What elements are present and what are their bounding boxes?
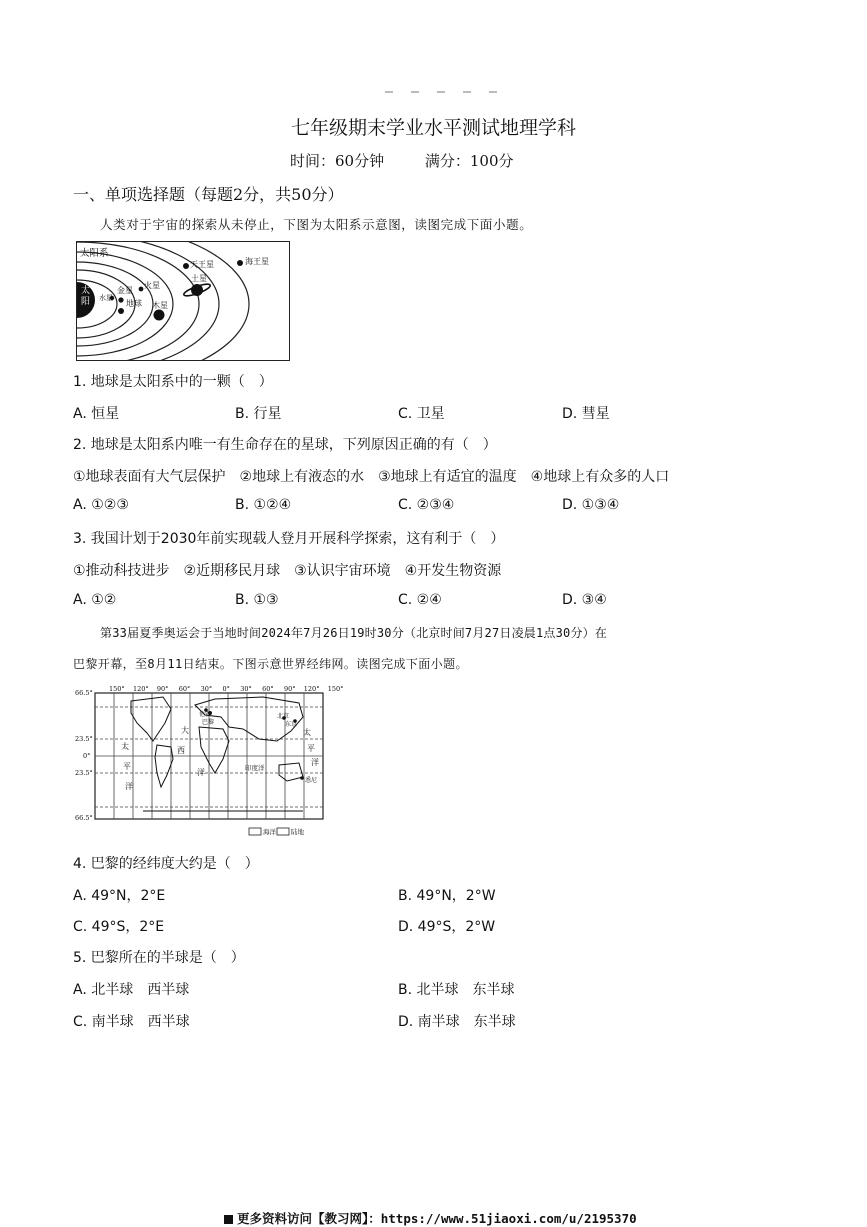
q4-option-d: D. 49°S，2°W (398, 919, 496, 935)
intro-paragraph-2-line-1: 第33届夏季奥运会于当地时间2024年7月26日19时30分（北京时间7月27日凌晨1点30分）在 (100, 626, 608, 640)
lat-label-66n: 66.5° (75, 689, 93, 697)
ocean-label: 洋 (125, 782, 133, 791)
ocean-label: 印度洋 (245, 764, 265, 772)
place-label-beijing: 北京 (277, 713, 290, 720)
ocean-label: 太 (303, 728, 311, 737)
footer-text: 更多资料访问【教习网】：https://www.51jiaoxi.com/u/2195370 (237, 1211, 637, 1226)
place-label-tokyo: 东京 (285, 721, 298, 728)
q3-option-d: D. ③④ (562, 592, 607, 608)
planet-label-uranus: 天王星 (190, 260, 214, 269)
q4-option-a: A. 49°N，2°E (73, 888, 166, 904)
planet-label-earth: 地球 (126, 299, 142, 308)
q2-option-a: A. ①②③ (73, 497, 129, 513)
ocean-label: 平 (123, 762, 131, 771)
question-5: 5. 巴黎所在的半球是（ ） (73, 950, 245, 966)
place-label-paris: 巴黎 (202, 719, 215, 726)
intro-paragraph-2-line-2: 巴黎开幕，至8月11日结束。下图示意世界经纬网。读图完成下面小题。 (73, 657, 468, 671)
faint-header-marks (385, 81, 535, 87)
exam-score: 满分：100分 (424, 152, 514, 170)
world-graticule-figure (73, 683, 344, 840)
section-heading: 一、单项选择题（每题2分，共50分） (73, 185, 344, 204)
q5-option-d: D. 南半球 东半球 (398, 1014, 516, 1030)
q3-statements: ①推动科技进步 ②近期移民月球 ③认识宇宙环境 ④开发生物资源 (73, 563, 502, 579)
place-label-london: 伦敦 (199, 711, 212, 718)
legend-ocean: 海洋 (263, 828, 276, 836)
page-title: 七年级期末学业水平测试地理学科 (290, 117, 576, 139)
question-3: 3. 我国计划于2030年前实现载人登月开展科学探索，这有利于（ ） (73, 531, 505, 547)
q1-option-c: C. 卫星 (398, 406, 445, 422)
ocean-label: 太 (121, 742, 129, 751)
exam-meta (290, 150, 550, 171)
planet-label-jupiter: 木星 (152, 301, 168, 310)
q3-option-b: B. ①③ (235, 592, 279, 608)
ocean-label: 洋 (197, 768, 205, 777)
q3-option-a: A. ①② (73, 592, 117, 608)
question-1: 1. 地球是太阳系中的一颗（ ） (73, 374, 273, 390)
q1-option-a: A. 恒星 (73, 406, 120, 422)
lat-label-23n: 23.5° (75, 735, 93, 743)
q3-option-c: C. ②④ (398, 592, 442, 608)
solar-system-figure (76, 241, 290, 361)
q2-option-d: D. ①③④ (562, 497, 620, 513)
flag-icon (224, 1215, 233, 1224)
intro-paragraph-1: 人类对于宇宙的探索从未停止，下图为太阳系示意图，读图完成下面小题。 (100, 217, 533, 232)
planet-label-venus: 金星 (117, 286, 133, 295)
planet-label-mercury: 水星 (99, 294, 113, 302)
q4-option-b: B. 49°N，2°W (398, 888, 496, 904)
map-top-labels: 150° 120° 90° 60° 30° 0° 30° 60° 90° 120° 150° (109, 685, 344, 693)
solar-box-label: 太阳系 (80, 248, 109, 259)
ocean-label: 大 (181, 726, 189, 735)
q2-option-c: C. ②③④ (398, 497, 455, 513)
ocean-label: 洋 (311, 758, 319, 767)
planet-label-mars: 火星 (144, 281, 160, 290)
footer-link[interactable] (224, 1209, 637, 1227)
ocean-label: 西 (177, 746, 185, 755)
question-4: 4. 巴黎的经纬度大约是（ ） (73, 856, 259, 872)
q5-option-c: C. 南半球 西半球 (73, 1014, 190, 1030)
exam-time: 时间：60分钟 (290, 152, 385, 170)
legend-land: 陆地 (291, 828, 304, 836)
planet-label-neptune: 海王星 (245, 257, 269, 266)
q2-statements: ①地球表面有大气层保护 ②地球上有液态的水 ③地球上有适宜的温度 ④地球上有众多的人口 (73, 469, 670, 485)
q4-option-c: C. 49°S，2°E (73, 919, 165, 935)
lat-label-23s: 23.5° (75, 769, 93, 777)
world-graticule-map (73, 683, 328, 840)
q5-option-b: B. 北半球 东半球 (398, 982, 515, 998)
q5-option-a: A. 北半球 西半球 (73, 982, 190, 998)
lat-label-66s: 66.5° (75, 814, 93, 822)
q1-option-d: D. 彗星 (562, 406, 610, 422)
lat-label-equator: 0° (83, 752, 91, 760)
q2-option-b: B. ①②④ (235, 497, 292, 513)
planet-label-saturn: 土星 (191, 274, 207, 283)
question-2: 2. 地球是太阳系内唯一有生命存在的星球，下列原因正确的有（ ） (73, 437, 497, 453)
sun-label: 太阳 (81, 286, 91, 307)
place-label-sydney: 悉尼 (305, 777, 318, 784)
q1-option-b: B. 行星 (235, 406, 282, 422)
ocean-label: 平 (307, 744, 315, 753)
